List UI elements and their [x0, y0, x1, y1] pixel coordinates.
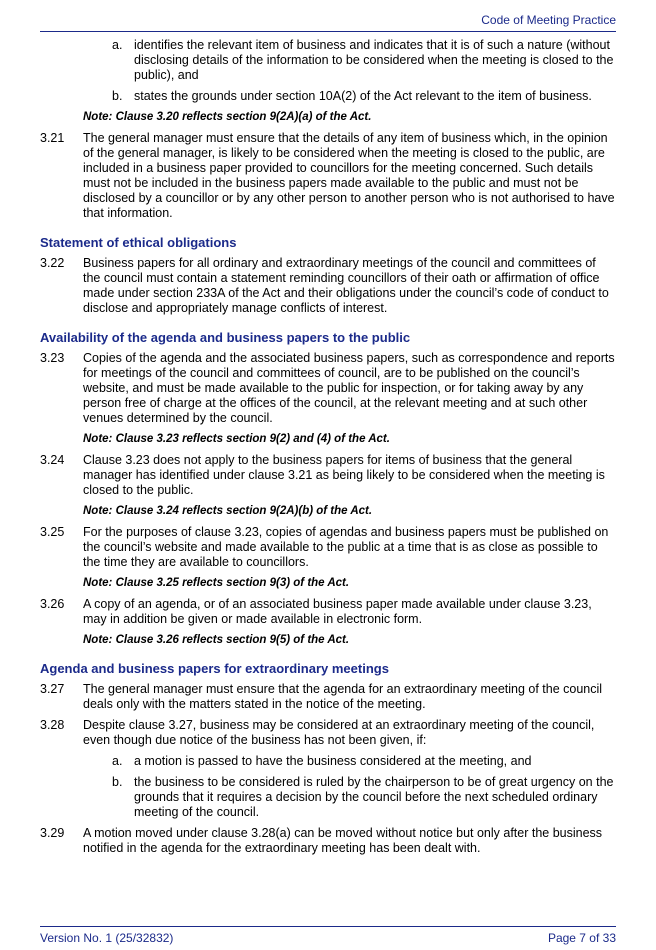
clause-number: 3.29	[40, 826, 65, 840]
clause-paragraph	[40, 682, 616, 712]
clause-paragraph	[40, 351, 616, 426]
clause-note: Note: Clause 3.26 reflects section 9(5) of the Act.	[83, 634, 350, 646]
clause-paragraph	[40, 256, 616, 316]
sub-clause	[40, 89, 616, 104]
clause-number: 3.24	[40, 453, 65, 467]
clause-number: 3.21	[40, 131, 65, 145]
clause-text: The general manager must ensure that the agenda for an extraordinary meeting of the council deals only with the matters stated in the notice of the meeting.	[83, 682, 603, 711]
sub-clause-text: identifies the relevant item of business and indicates that it is of such a nature (without disclosing details of the information to be considered when the meeting is closed to the public), and	[134, 38, 614, 82]
document-title: Code of Meeting Practice	[481, 13, 616, 27]
section-heading: Availability of the agenda and business papers to the public	[40, 330, 411, 345]
footer-divider	[40, 926, 616, 927]
clause-number: 3.26	[40, 597, 65, 611]
clause-text: A motion moved under clause 3.28(a) can be moved without notice but only after the business notified in the agenda for the extraordinary meeting has been dealt with.	[83, 826, 603, 855]
clause-paragraph	[40, 453, 616, 498]
clause-paragraph	[40, 826, 616, 856]
clause-note: Note: Clause 3.20 reflects section 9(2A)(a) of the Act.	[83, 111, 372, 123]
clause-text: For the purposes of clause 3.23, copies of agendas and business papers must be published on the council’s website and made available to the public at a time that is as close as possible to the time they are available to councillors.	[83, 525, 609, 569]
sub-clause-text: a motion is passed to have the business considered at the meeting, and	[134, 754, 532, 768]
sub-clause	[40, 754, 616, 769]
sub-clause-text: states the grounds under section 10A(2) of the Act relevant to the item of business.	[134, 89, 592, 103]
clause-text: Clause 3.23 does not apply to the business papers for items of business that the general manager has identified under clause 3.21 as being likely to be considered when the meeting is closed to the public.	[83, 453, 605, 497]
clause-paragraph	[40, 131, 616, 221]
section-heading: Agenda and business papers for extraordinary meetings	[40, 661, 389, 676]
clause-text: Despite clause 3.27, business may be considered at an extraordinary meeting of the council, even though due notice of the business has not been given, if:	[83, 718, 595, 747]
clause-number: 3.23	[40, 351, 65, 365]
sub-clause-label: b.	[112, 775, 123, 789]
sub-clause-label: b.	[112, 89, 123, 103]
sub-clause	[40, 38, 616, 83]
clause-text: Business papers for all ordinary and extraordinary meetings of the council and committees of the council must contain a statement reminding councillors of their oath or affirmation of office made under section 233A of the Act and their obligations under the council’s code of conduct to disclose and appropriately manage conflicts of interest.	[83, 256, 609, 315]
header-divider	[40, 31, 616, 32]
clause-number: 3.27	[40, 682, 65, 696]
section-heading: Statement of ethical obligations	[40, 235, 237, 250]
sub-clause-text: the business to be considered is ruled by the chairperson to be of great urgency on the grounds that it requires a decision by the council before the next scheduled ordinary meeting of the council.	[134, 775, 614, 819]
clause-note: Note: Clause 3.25 reflects section 9(3) of the Act.	[83, 577, 350, 589]
clause-text: The general manager must ensure that the details of any item of business which, in the opinion of the general manager, is likely to be considered when the meeting is closed to the public, are included in a business paper provided to councillors for the meeting concerned. Such details must not be included in the business papers made available to the public and must not be disclosed by a councillor or by any other person to another person who is not authorised to have that information.	[83, 131, 615, 220]
page-header	[40, 13, 616, 27]
sub-clause-label: a.	[112, 754, 123, 768]
version-number: Version No. 1 (25/32832)	[40, 931, 174, 945]
clause-number: 3.22	[40, 256, 65, 270]
sub-clause	[40, 775, 616, 820]
clause-number: 3.25	[40, 525, 65, 539]
clause-note: Note: Clause 3.23 reflects section 9(2) and (4) of the Act.	[83, 433, 390, 445]
clause-text: Copies of the agenda and the associated business papers, such as correspondence and reports for meetings of the council and committees of council, are to be published on the council’s website, and must be made available to the public for inspection, or for taking away by any person free of charge at the offices of the council, at the relevant meeting and at such other venues determined by the council.	[83, 351, 615, 425]
page-number: Page 7 of 33	[547, 931, 616, 945]
clause-paragraph	[40, 718, 616, 748]
document-body	[40, 38, 616, 862]
clause-paragraph	[40, 525, 616, 570]
sub-clause-label: a.	[112, 38, 123, 52]
clause-number: 3.28	[40, 718, 65, 732]
clause-text: A copy of an agenda, or of an associated business paper made available under clause 3.23, may in addition be given or made available in electronic form.	[83, 597, 592, 626]
clause-paragraph	[40, 597, 616, 627]
clause-note: Note: Clause 3.24 reflects section 9(2A)(b) of the Act.	[83, 505, 373, 517]
